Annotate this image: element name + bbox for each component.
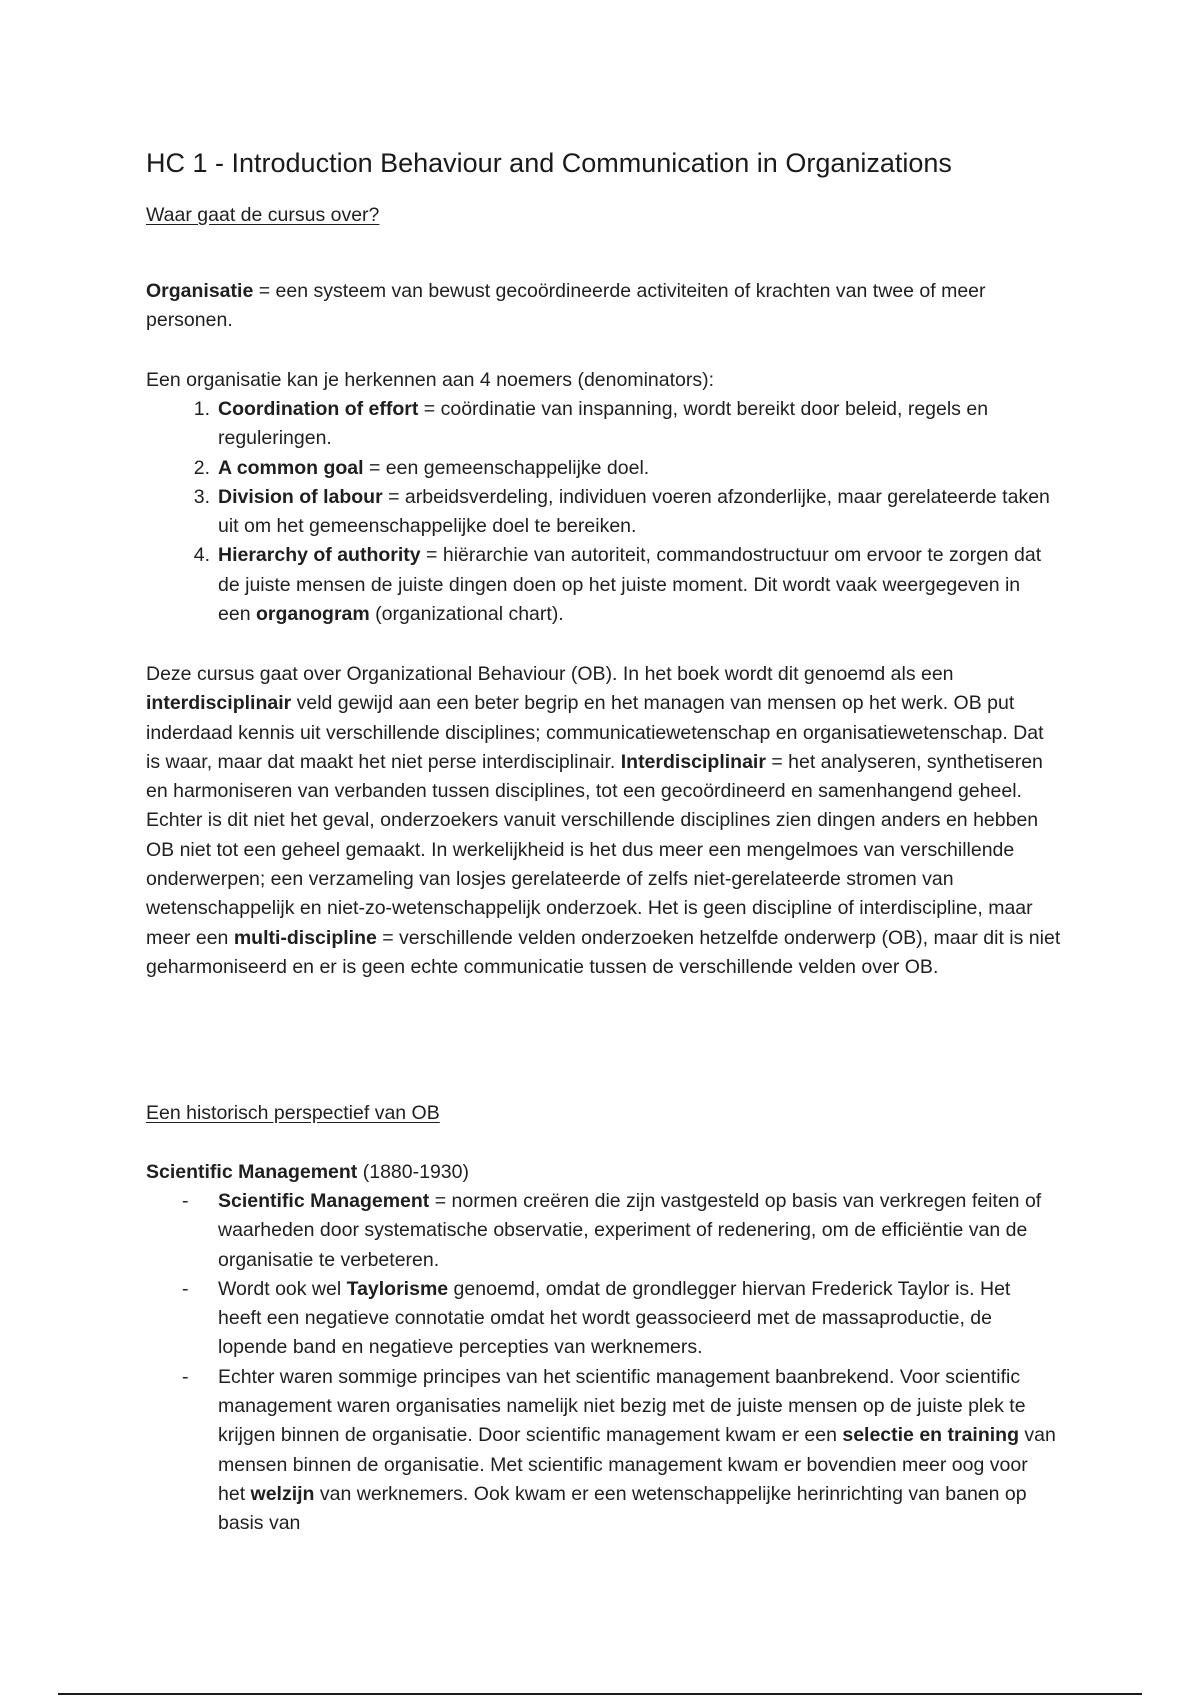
list-item (146, 541, 1058, 629)
section-heading-course: Waar gaat de cursus over? (146, 204, 380, 226)
list-item-term: Division of labour (218, 485, 383, 508)
list-item-text: = coördinatie van inspanning, wordt bereikt door beleid, regels en reguleringen. (218, 398, 989, 450)
list-number: 4. (193, 544, 210, 567)
document-title: HC 1 - Introduction Behaviour and Communication in Organizations (146, 148, 952, 178)
list-item-term-organogram: organogram (255, 603, 370, 626)
list-item-text: genoemd, omdat de grondlegger hiervan Frederick Taylor is. Het heeft een negatieve connotatie omdat het wordt geassocieerd met de massaproductie, de lopende band en negatieve percepties van werknemers. (218, 1277, 1011, 1359)
ob-text-3: = het analyseren, synthetiseren en harmoniseren van verbanden tussen disciplines, tot een gecoördineerd en samenhangend geheel. Echter is dit niet het geval, onderzoekers vanuit verschillende disciplines zien dingen anders en hebben OB niet tot een geheel gemaakt. In werkelijkheid is het dus meer een mengelmoes van verschillende onderwerpen; een verzameling van losjes gerelateerde of zelfs niet-gerelateerde stromen van wetenschappelijk en niet-zo-wetenschappelijk onderzoek. Het is geen discipline of interdiscipline, maar meer een (146, 750, 1043, 949)
ob-paragraph (146, 660, 1061, 982)
list-item-term: Coordination of effort (218, 398, 419, 420)
denominators-intro: Een organisatie kan je herkennen aan 4 noemers (denominators): (146, 369, 715, 391)
list-item-text: = een gemeenschappelijke doel. (363, 456, 650, 479)
list-item-text-end: van werknemers. Ook kwam er een wetenschappelijke herinrichting van banen op basis van (218, 1482, 1027, 1535)
list-item-term: A common goal (218, 456, 364, 479)
section-heading-history: Een historisch perspectief van OB (146, 1102, 440, 1124)
term-interdisciplinair: interdisciplinair (146, 692, 292, 715)
ob-text-1: Deze cursus gaat over Organizational Behaviour (OB). In het boek wordt dit genoemd als een (146, 663, 954, 685)
list-item (146, 1187, 1058, 1275)
list-item-text: = hiërarchie van autoriteit, commandostructuur om ervoor te zorgen dat de juiste mensen de juiste dingen doen op het juiste moment. Dit wordt vaak weergegeven in een (218, 544, 1042, 626)
list-item-pre: Echter waren sommige principes van het scientific management baanbrekend. Voor scientific management waren organisaties namelijk niet bezig met de juiste mensen op de juiste plek te krijgen binnen de organisatie. Door scientific management kwam er een (218, 1365, 1026, 1447)
dash-bullet: - (182, 1277, 189, 1300)
term-interdisciplinair-definition: Interdisciplinair (620, 750, 766, 773)
list-number: 2. (193, 456, 210, 479)
list-item-term: Hierarchy of authority (218, 544, 421, 567)
ob-text-4: = verschillende velden onderzoeken hetzelfde onderwerp (OB), maar dit is niet geharmoniseerd en er is geen echte communicatie tussen de verschillende velden over OB. (146, 926, 1061, 978)
term-organisatie: Organisatie (146, 280, 254, 302)
scientific-management-years: (1880-1930) (357, 1161, 469, 1183)
list-number: 3. (193, 485, 210, 508)
list-item (146, 395, 1058, 454)
scientific-management-title: Scientific Management (146, 1161, 358, 1183)
list-item (146, 454, 1058, 483)
term-multi-discipline: multi-discipline (233, 926, 377, 949)
ob-text-2: veld gewijd aan een beter begrip en het managen van mensen op het werk. OB put inderdaad kennis uit verschillende disciplines; communicatiewetenschap en organisatiewetenschap. Dat is waar, maar dat maakt het niet perse interdisciplinair. (146, 692, 1044, 773)
dash-bullet: - (182, 1190, 189, 1212)
list-item (146, 483, 1058, 542)
organisatie-definition (146, 277, 1061, 336)
list-item (146, 1363, 1058, 1539)
list-item-text: van mensen binnen de organisatie. Met scientific management kwam er bovendien meer oog voor het (218, 1424, 1056, 1505)
list-item-term: Scientific Management (218, 1190, 430, 1212)
list-item-term-welzijn: welzijn (250, 1482, 315, 1505)
list-item (146, 1275, 1058, 1363)
page-bottom-rule (58, 1693, 1142, 1695)
organisatie-definition-text: = een systeem van bewust gecoördineerde activiteiten of krachten van twee of meer personen. (146, 280, 986, 332)
scientific-management-list (146, 1187, 1066, 1539)
list-item-text: = arbeidsverdeling, individuen voeren afzonderlijke, maar gerelateerde taken uit om het gemeenschappelijke doel te bereiken. (218, 485, 1050, 538)
list-item-term: selectie en training (842, 1424, 1019, 1447)
list-item-term: Taylorisme (346, 1277, 449, 1300)
list-item-text: = normen creëren die zijn vastgesteld op basis van verkregen feiten of waarheden door systematische observatie, experiment of redenering, om de efficiëntie van de organisatie te verbeteren. (218, 1190, 1042, 1271)
list-item-pre: Wordt ook wel (218, 1277, 347, 1300)
scientific-management-heading (146, 1158, 1061, 1187)
list-item-text-end: (organizational chart). (369, 603, 564, 626)
list-number: 1. (193, 398, 210, 420)
denominators-list (146, 395, 1066, 629)
dash-bullet: - (182, 1365, 189, 1388)
